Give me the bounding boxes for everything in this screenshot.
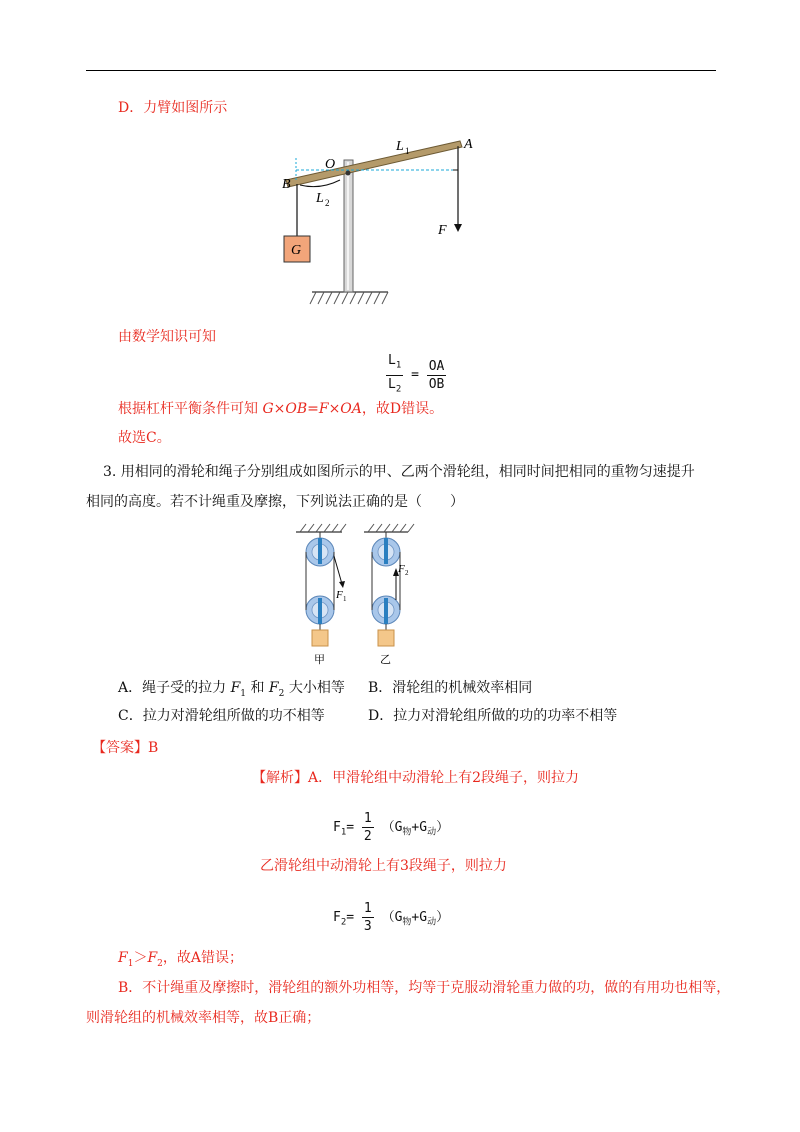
lever-label-l1: L <box>396 139 404 154</box>
pulley-label-yi: 乙 <box>380 654 391 666</box>
lever-label-o: O <box>325 157 336 172</box>
option-d: D．拉力对滑轮组所做的功的功率不相等 <box>368 708 618 724</box>
lever-condition-line: 根据杠杆平衡条件可知 G×OB=F×OA，故D错误。 <box>118 401 444 417</box>
answer-line: 【答案】B <box>92 740 159 756</box>
formula-f1: $F_1=$ $\frac{1}{2}$ $(G_物+G_动)$ <box>333 811 450 844</box>
option-b-analysis-line2: 则滑轮组的机械效率相等，故B正确； <box>86 1010 321 1026</box>
pulley-label-f1-sub: 1 <box>343 595 347 603</box>
lever-label-f: F <box>438 223 447 238</box>
option-b-analysis-line1: B．不计绳重及摩擦时，滑轮组的额外功相等，均等于克服动滑轮重力做的功，做的有用功也相等， <box>118 980 731 996</box>
formula-f2: $F_2=$ $\frac{1}{3}$ $(G_物+G_动)$ <box>333 901 450 934</box>
option-d-label: D．力臂如图所示 <box>118 100 228 116</box>
choose-line: 故选C。 <box>118 430 171 446</box>
pulley-label-f1: F <box>336 589 343 601</box>
math-knowledge-line: 由数学知识可知 <box>118 329 216 345</box>
lever-label-a: A <box>464 137 473 152</box>
option-a: A．绳子受的拉力 $F_1$ 和 $F_2$ 大小相等 <box>118 680 345 699</box>
analysis-line: 【解析】A．甲滑轮组中动滑轮上有2段绳子，则拉力 <box>252 770 580 786</box>
pulley-label-jia: 甲 <box>314 654 325 666</box>
header-rule <box>86 70 716 71</box>
lever-label-g: G <box>291 243 302 258</box>
compare-line: $F_1>F_2$，故A错误； <box>118 950 244 969</box>
pulley-label-f2-sub: 2 <box>405 569 409 577</box>
option-b: B．滑轮组的机械效率相同 <box>368 680 533 696</box>
lever-label-b: B <box>282 177 291 192</box>
lever-label-l1-sub: 1 <box>405 146 410 156</box>
lever-figure <box>270 128 490 313</box>
option-c: C．拉力对滑轮组所做的功不相等 <box>118 708 325 724</box>
lever-label-l2-sub: 2 <box>325 198 330 208</box>
pulley-figure <box>290 518 430 668</box>
question-3-line2: 相同的高度。若不计绳重及摩擦，下列说法正确的是（ ） <box>86 494 464 510</box>
pulley-label-f2: F <box>398 563 405 575</box>
lever-label-l2: L <box>316 191 324 206</box>
yi-line: 乙滑轮组中动滑轮上有3段绳子，则拉力 <box>260 858 507 874</box>
formula-ratio: $\frac{L_1}{L_2}$ = $\frac{OA}{OB}$ <box>388 353 445 395</box>
question-3-line1: 3. 用相同的滑轮和绳子分别组成如图所示的甲、乙两个滑轮组，相同时间把相同的重物匀速提升 <box>103 464 695 480</box>
